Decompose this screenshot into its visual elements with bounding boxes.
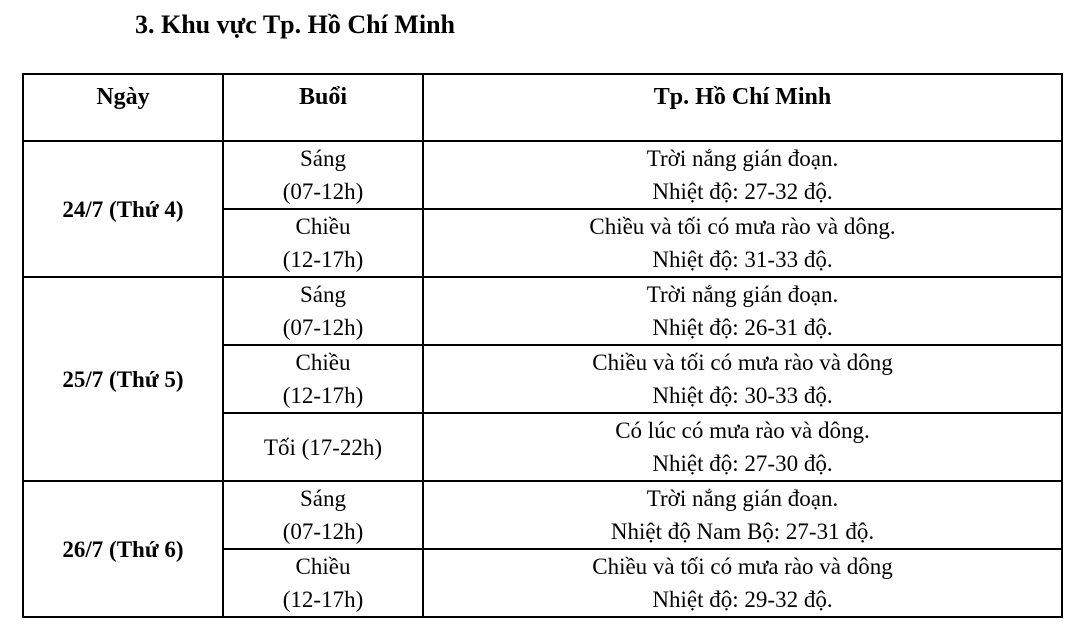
day-cell-26-7: 26/7 (Thứ 6): [23, 481, 223, 617]
forecast-cell: [423, 481, 1062, 549]
forecast-cell: [423, 277, 1062, 345]
session-line: Tối (17-22h): [263, 434, 383, 460]
forecast-line: Trời nắng gián đoạn.: [646, 486, 839, 511]
forecast-line: Nhiệt độ: 27-32 độ.: [652, 179, 833, 204]
col-header-day: Ngày: [23, 74, 223, 141]
session-line: (12-17h): [282, 587, 364, 612]
forecast-line: Chiều và tối có mưa rào và dông: [592, 554, 893, 579]
forecast-cell: [423, 413, 1062, 481]
forecast-table: [22, 73, 1063, 618]
table-row: [23, 277, 1062, 345]
session-cell: [223, 413, 423, 481]
session-line: (12-17h): [282, 247, 364, 272]
forecast-line: Nhiệt độ: 29-32 độ.: [652, 587, 833, 612]
forecast-line: Có lúc có mưa rào và dông.: [615, 418, 870, 443]
forecast-line: Nhiệt độ Nam Bộ: 27-31 độ.: [610, 519, 875, 544]
forecast-line: Nhiệt độ: 31-33 độ.: [652, 247, 833, 272]
session-cell: [223, 141, 423, 209]
forecast-cell: [423, 549, 1062, 617]
forecast-cell: [423, 209, 1062, 277]
session-line: (07-12h): [282, 519, 364, 544]
day-cell-25-7: 25/7 (Thứ 5): [23, 277, 223, 481]
session-line: Chiều: [295, 214, 351, 239]
col-header-region: Tp. Hồ Chí Minh: [423, 74, 1062, 141]
forecast-line: Nhiệt độ: 26-31 độ.: [652, 315, 833, 340]
forecast-line: Trời nắng gián đoạn.: [646, 282, 839, 307]
session-cell: [223, 277, 423, 345]
forecast-cell: [423, 345, 1062, 413]
session-cell: [223, 209, 423, 277]
session-cell: [223, 481, 423, 549]
session-line: Chiều: [295, 350, 351, 375]
forecast-line: Chiều và tối có mưa rào và dông.: [589, 214, 896, 239]
forecast-cell: [423, 141, 1062, 209]
session-line: Sáng: [300, 146, 346, 171]
col-header-session: Buổi: [223, 74, 423, 141]
forecast-line: Chiều và tối có mưa rào và dông: [592, 350, 893, 375]
session-cell: [223, 345, 423, 413]
table-row: [23, 141, 1062, 209]
session-line: Sáng: [300, 486, 346, 511]
session-line: Chiều: [295, 554, 351, 579]
header-row: [23, 74, 1062, 141]
session-line: Sáng: [300, 282, 346, 307]
session-cell: [223, 549, 423, 617]
session-line: (07-12h): [282, 179, 364, 204]
session-line: (12-17h): [282, 383, 364, 408]
table-row: [23, 481, 1062, 549]
session-line: (07-12h): [282, 315, 364, 340]
forecast-line: Nhiệt độ: 30-33 độ.: [652, 383, 833, 408]
page-title: 3. Khu vực Tp. Hồ Chí Minh: [135, 10, 455, 39]
forecast-line: Nhiệt độ: 27-30 độ.: [652, 451, 833, 476]
forecast-line: Trời nắng gián đoạn.: [646, 146, 839, 171]
day-cell-24-7: 24/7 (Thứ 4): [23, 141, 223, 277]
